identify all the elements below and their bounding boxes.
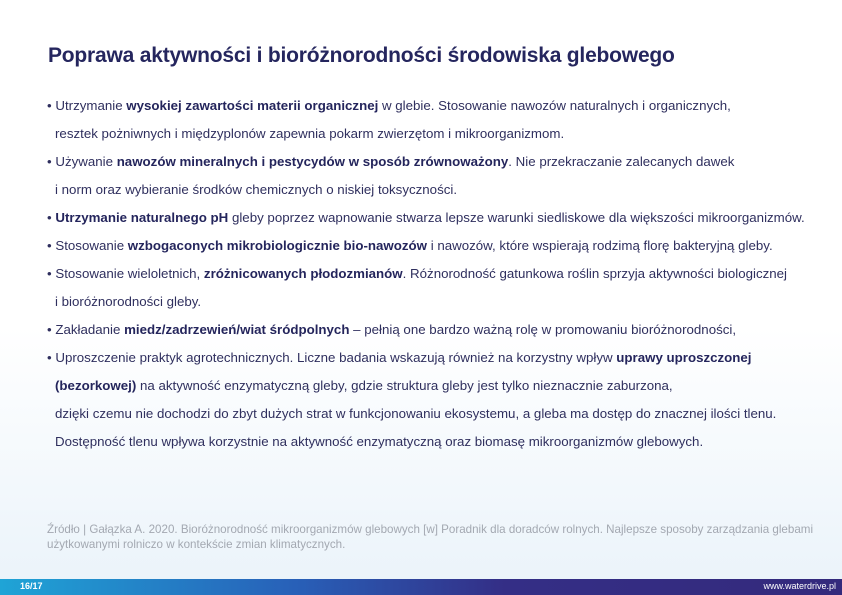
bullet-text: . Nie przekraczanie zalecanych dawek <box>508 154 735 169</box>
bullet-text: . Różnorodność gatunkowa roślin sprzyja aktywności biologicznej <box>402 266 787 281</box>
bullet-emphasis: uprawy uproszczonej <box>616 350 752 365</box>
bullet-text: w glebie. Stosowanie nawozów naturalnych i organicznych, <box>378 98 731 113</box>
bullet-continuation <box>47 372 837 400</box>
bullet-text: gleby poprzez wapnowanie stwarza lepsze warunki siedliskowe dla większości mikroorganizmów. <box>228 210 805 225</box>
bullet-text: • Zakładanie <box>47 322 125 337</box>
bullet-text: • Używanie <box>47 154 117 169</box>
bullet-list <box>47 92 837 456</box>
bullet-field-margins <box>47 316 837 344</box>
page-number: 16/17 <box>20 581 43 591</box>
bullet-fertilizers <box>47 148 837 204</box>
bullet-emphasis: wzbogaconych mikrobiologicznie bio-nawozów <box>127 238 427 253</box>
bullet-text: • Utrzymanie <box>47 98 127 113</box>
bullet-continuation: i norm oraz wybieranie środków chemicznych o niskiej toksyczności. <box>55 182 458 197</box>
bullet-bio-fertilizers <box>47 232 837 260</box>
bullet-text: na aktywność enzymatyczną gleby, gdzie struktura gleby jest tylko nieznacznie zaburzona, <box>136 378 673 393</box>
bullet-emphasis: nawozów mineralnych i pestycydów w sposób zrównoważony <box>116 154 509 169</box>
bullet-ph <box>47 204 837 232</box>
bullet-simplified-tillage <box>47 344 837 456</box>
bullet-crop-rotation <box>47 260 837 316</box>
bullet-emphasis: zróżnicowanych płodozmianów <box>203 266 403 281</box>
bullet-text: • Stosowanie wieloletnich, <box>47 266 204 281</box>
footer-url[interactable]: www.waterdrive.pl <box>763 581 836 591</box>
source-citation: Źródło | Gałązka A. 2020. Bioróżnorodność mikroorganizmów glebowych [w] Poradnik dla doradców rolnych. Najlepsze sposoby zarządzania glebami użytkowanymi rolniczo w kontekście zmian klimatycznych. <box>47 523 814 551</box>
page-title: Poprawa aktywności i bioróżnorodności środowiska glebowego <box>48 44 675 67</box>
bullet-continuation: resztek pożniwnych i międzyplonów zapewnia pokarm zwierzętom i mikroorganizmom. <box>55 126 565 141</box>
bullet-emphasis: (bezorkowej) <box>55 378 137 393</box>
bullet-text: • Stosowanie <box>47 238 128 253</box>
bullet-continuation: dzięki czemu nie dochodzi do zbyt dużych strat w funkcjonowaniu ekosystemu, a gleba ma dostęp do znacznej ilości tlenu. <box>55 406 777 421</box>
bullet-text: i nawozów, które wspierają rodzimą florę bakteryjną gleby. <box>427 238 773 253</box>
bullet-emphasis: miedz/zadrzewień/wiat śródpolnych <box>124 322 350 337</box>
bullet-emphasis: wysokiej zawartości materii organicznej <box>126 98 379 113</box>
footer-bar <box>0 579 842 595</box>
bullet-organic-matter <box>47 92 837 148</box>
bullet-text: – pełnią one bardzo ważną rolę w promowaniu bioróżnorodności, <box>349 322 737 337</box>
bullet-emphasis: Utrzymanie naturalnego pH <box>55 210 229 225</box>
bullet-continuation: Dostępność tlenu wpływa korzystnie na aktywność enzymatyczną oraz biomasę mikroorganizmów glebowych. <box>55 434 704 449</box>
bullet-text: • Uproszczenie praktyk agrotechnicznych. Liczne badania wskazują również na korzystny wpływ <box>47 350 617 365</box>
bullet-continuation: i bioróżnorodności gleby. <box>55 294 202 309</box>
bullet-text: • <box>47 210 56 225</box>
